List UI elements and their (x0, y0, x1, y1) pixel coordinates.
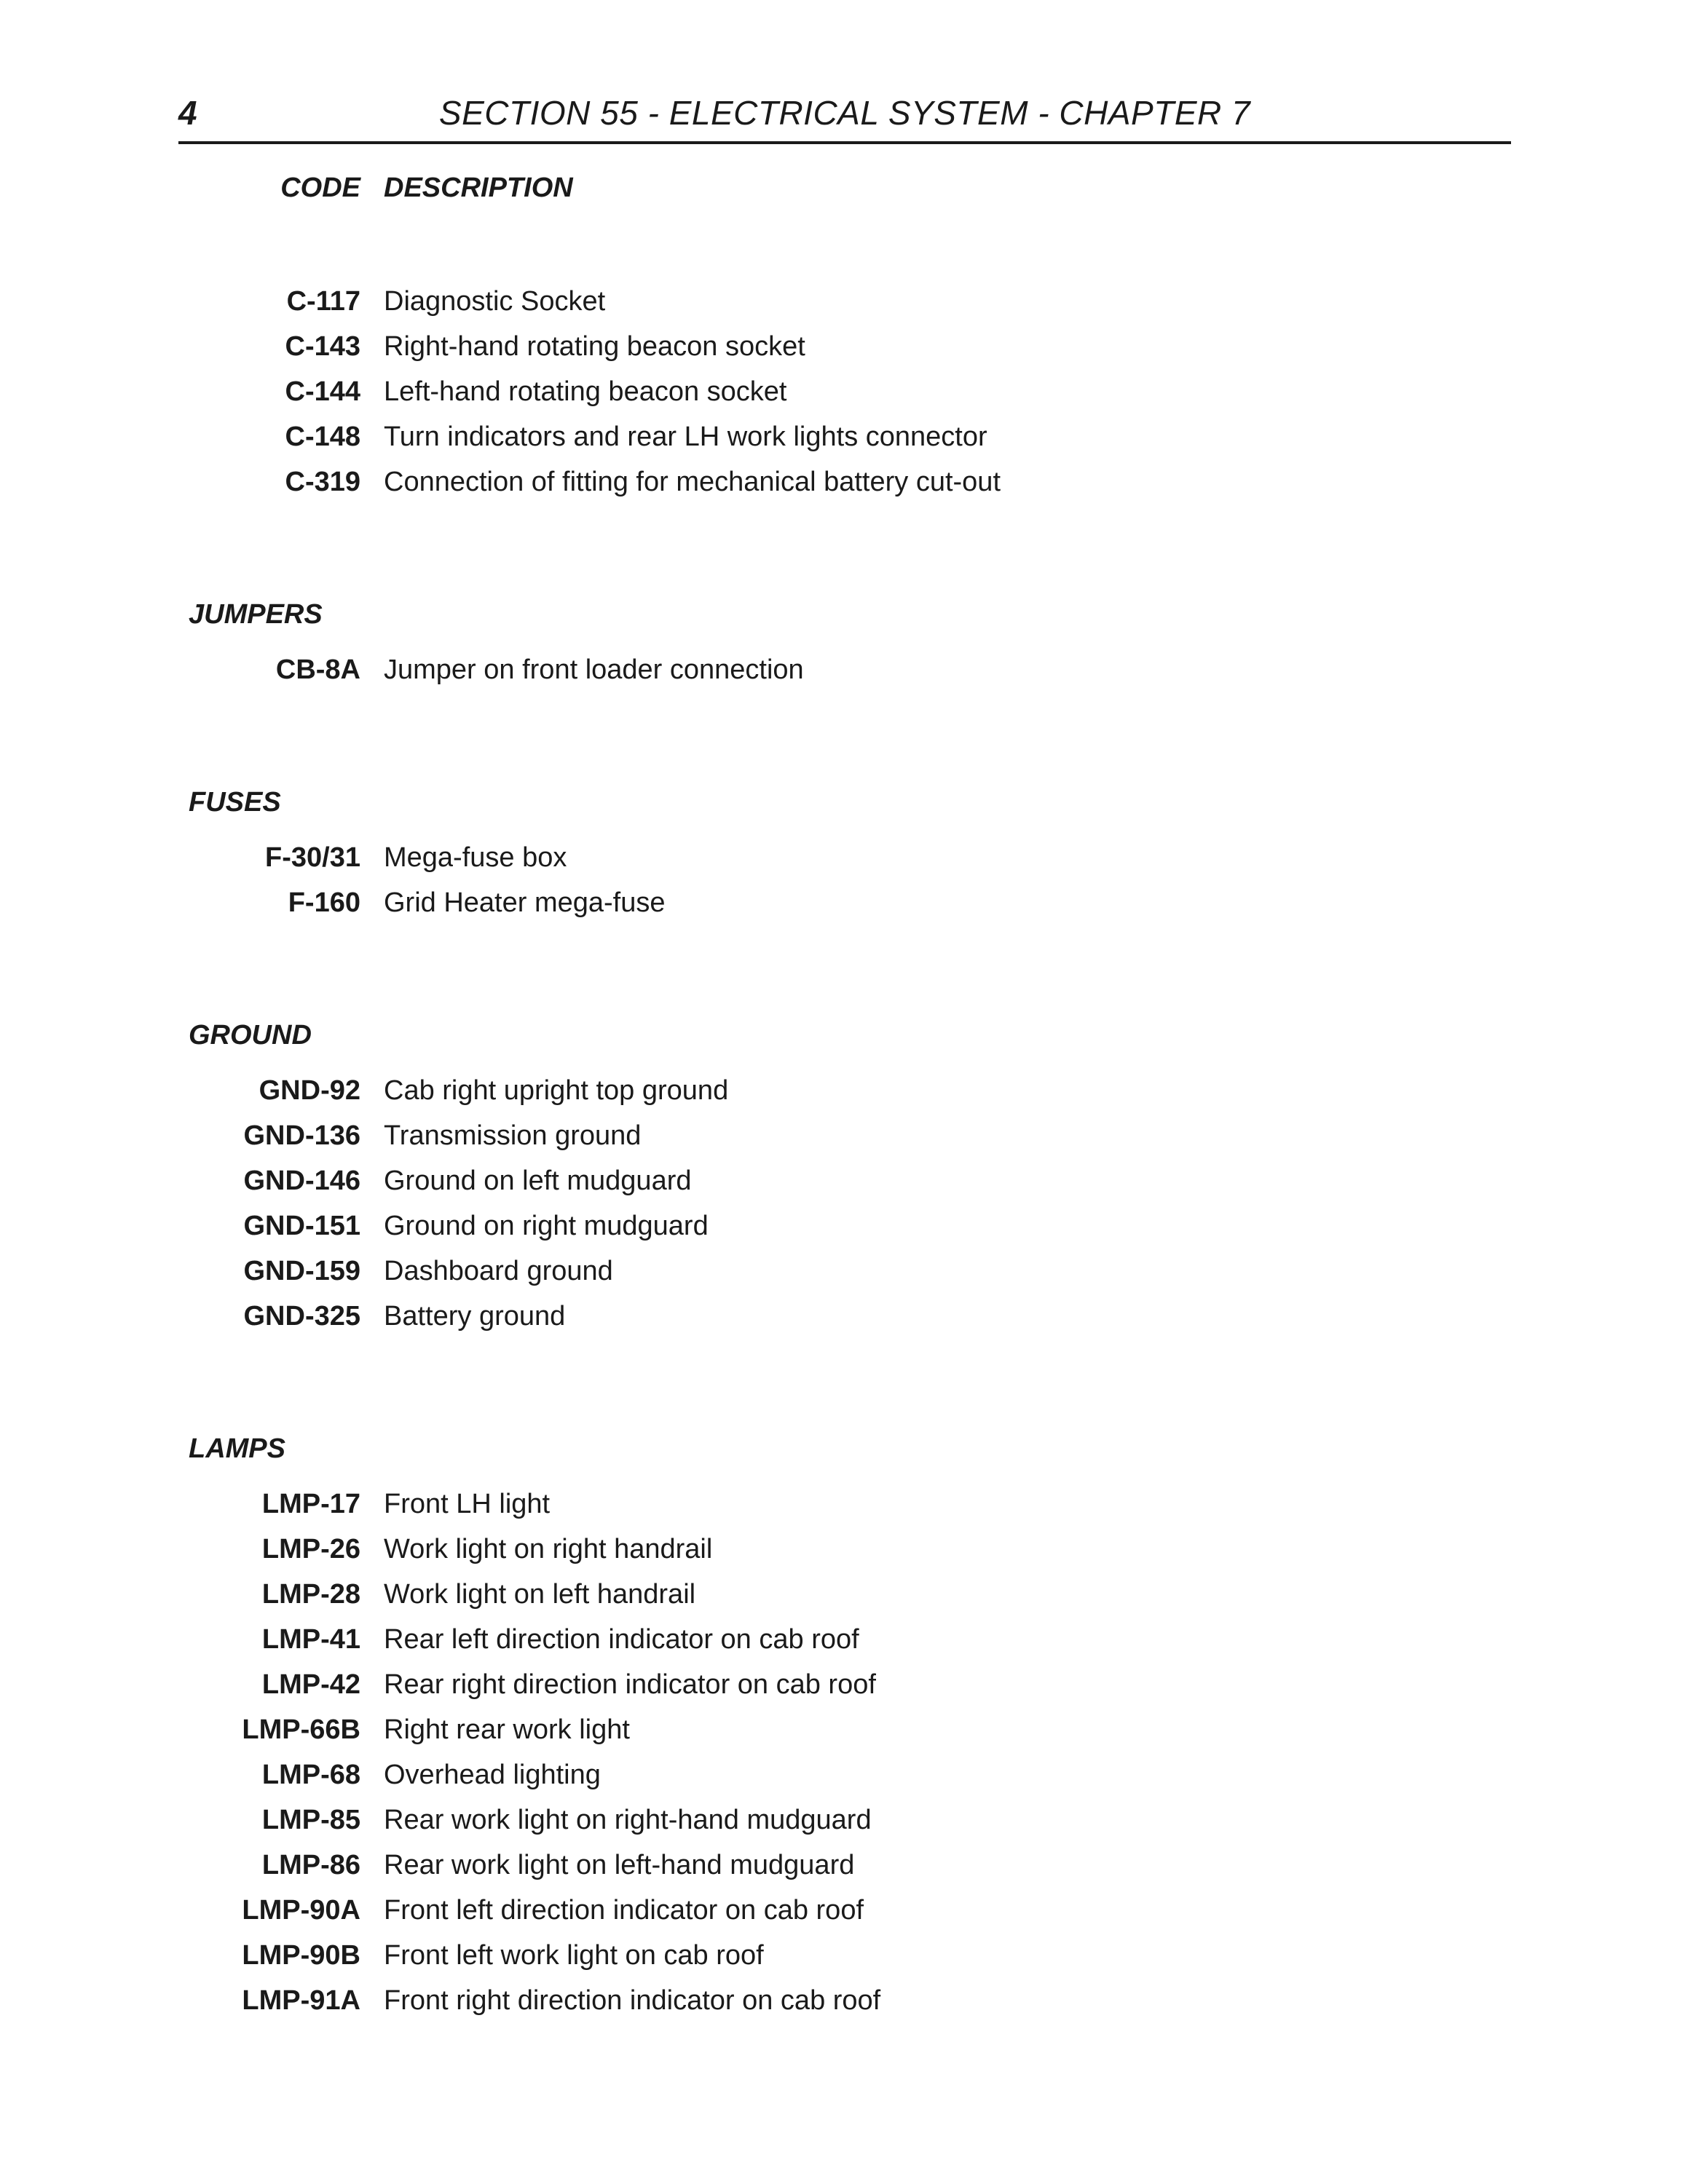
item-description: Mega-fuse box (384, 842, 567, 873)
item-code: GND-151 (243, 1211, 360, 1241)
item-code: F-160 (288, 887, 360, 918)
item-code: C-143 (285, 331, 360, 362)
item-description: Connection of fitting for mechanical battery cut-out (384, 467, 1001, 497)
item-description: Rear work light on left-hand mudguard (384, 1850, 855, 1880)
item-code: C-144 (285, 376, 360, 407)
item-description: Ground on right mudguard (384, 1211, 709, 1241)
item-description: Work light on right handrail (384, 1534, 713, 1564)
item-description: Front LH light (384, 1489, 551, 1519)
item-description: Rear right direction indicator on cab roof (384, 1669, 876, 1700)
list-item (178, 1534, 1271, 1570)
item-code: F-30/31 (265, 842, 360, 873)
item-code: GND-159 (243, 1256, 360, 1286)
item-description: Work light on left handrail (384, 1579, 696, 1610)
list-item (178, 422, 1271, 458)
page-number: 4 (178, 94, 197, 132)
item-description: Left-hand rotating beacon socket (384, 376, 787, 407)
item-description: Diagnostic Socket (384, 286, 606, 317)
item-code: GND-136 (243, 1120, 360, 1151)
section-heading-lamps: LAMPS (189, 1433, 285, 1464)
item-code: GND-92 (259, 1075, 360, 1106)
list-item (178, 1714, 1271, 1751)
item-code: C-117 (286, 286, 360, 317)
list-item (178, 1120, 1271, 1157)
list-item (178, 1760, 1271, 1796)
item-code: LMP-90B (242, 1940, 360, 1971)
item-code: LMP-91A (242, 1985, 360, 2016)
item-code: LMP-85 (261, 1805, 360, 1835)
item-code: LMP-68 (261, 1760, 360, 1790)
item-code: LMP-28 (261, 1579, 360, 1610)
item-description: Right-hand rotating beacon socket (384, 331, 805, 362)
item-description: Dashboard ground (384, 1256, 613, 1286)
section-heading-fuses: FUSES (189, 787, 281, 818)
item-description: Grid Heater mega-fuse (384, 887, 666, 918)
item-code: LMP-42 (261, 1669, 360, 1700)
item-description: Front left work light on cab roof (384, 1940, 764, 1971)
item-code: GND-146 (243, 1166, 360, 1196)
item-code: C-148 (285, 422, 360, 452)
list-item (178, 1579, 1271, 1615)
item-code: LMP-90A (242, 1895, 360, 1926)
section-heading-ground: GROUND (189, 1020, 312, 1051)
list-item (178, 467, 1271, 503)
code-column-header: CODE (280, 173, 360, 203)
item-description: Battery ground (384, 1301, 566, 1332)
item-description: Rear work light on right-hand mudguard (384, 1805, 872, 1835)
list-item (178, 1669, 1271, 1706)
list-item (178, 1166, 1271, 1202)
list-item (178, 1850, 1271, 1886)
item-code: LMP-86 (261, 1850, 360, 1880)
list-item (178, 1624, 1271, 1661)
item-description: Rear left direction indicator on cab roof (384, 1624, 859, 1655)
list-item (178, 1301, 1271, 1337)
item-description: Front left direction indicator on cab roof (384, 1895, 864, 1926)
list-item (178, 842, 1271, 879)
list-item (178, 376, 1271, 413)
list-item (178, 887, 1271, 924)
item-code: LMP-17 (261, 1489, 360, 1519)
list-item (178, 1940, 1271, 1977)
item-code: GND-325 (243, 1301, 360, 1332)
list-item (178, 1895, 1271, 1931)
item-description: Front right direction indicator on cab roof (384, 1985, 881, 2016)
item-description: Overhead lighting (384, 1760, 601, 1790)
item-code: LMP-66B (242, 1714, 360, 1745)
list-item (178, 1211, 1271, 1247)
list-item (178, 331, 1271, 368)
item-description: Cab right upright top ground (384, 1075, 729, 1106)
item-code: LMP-41 (261, 1624, 360, 1655)
section-heading-jumpers: JUMPERS (189, 599, 323, 630)
page-header (178, 86, 1511, 144)
list-item (178, 1489, 1271, 1525)
list-item (178, 1985, 1271, 2022)
item-description: Transmission ground (384, 1120, 642, 1151)
list-item (178, 1805, 1271, 1841)
item-code: CB-8A (275, 654, 360, 685)
item-description: Right rear work light (384, 1714, 630, 1745)
item-description: Ground on left mudguard (384, 1166, 692, 1196)
item-code: C-319 (285, 467, 360, 497)
list-item (178, 654, 1271, 691)
item-code: LMP-26 (261, 1534, 360, 1564)
item-description: Turn indicators and rear LH work lights connector (384, 422, 987, 452)
section-title: SECTION 55 - ELECTRICAL SYSTEM - CHAPTER 7 (438, 94, 1251, 132)
list-item (178, 1075, 1271, 1112)
list-item (178, 286, 1271, 323)
list-item (178, 1256, 1271, 1292)
item-description: Jumper on front loader connection (384, 654, 804, 685)
description-column-header: DESCRIPTION (384, 173, 573, 203)
